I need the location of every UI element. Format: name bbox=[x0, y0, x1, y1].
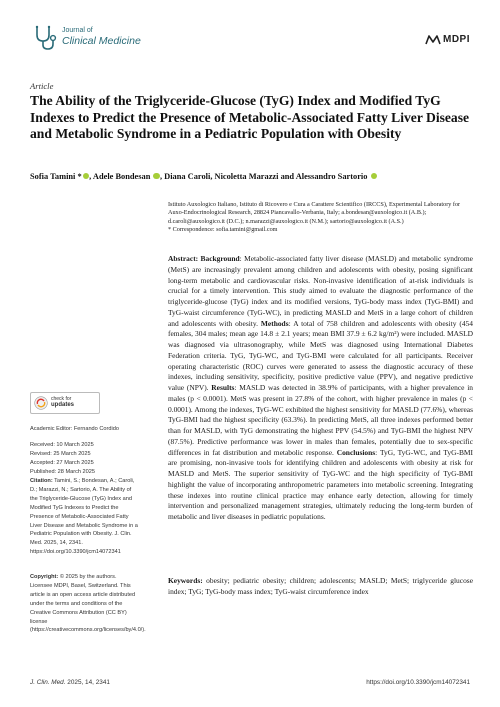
footer-doi-link[interactable]: https://doi.org/10.3390/jcm14072341 bbox=[366, 679, 470, 686]
keywords bbox=[168, 576, 473, 598]
footer-citation: J. Clin. Med. 2025, 14, 2341 bbox=[30, 679, 110, 686]
journal-title: Clinical Medicine bbox=[62, 35, 141, 48]
stethoscope-logo-icon bbox=[30, 24, 58, 52]
orcid-icon[interactable] bbox=[371, 173, 378, 180]
copyright-label: Copyright: bbox=[30, 574, 59, 580]
citation-block bbox=[30, 477, 140, 557]
abstract-methods-label: Methods bbox=[260, 318, 289, 328]
copyright-text: © 2025 by the authors. Licensee MDPI, Basel, Switzerland. This article is an open access article distributed under the terms and conditions of the Creative Commons Attribution (CC BY) license (https://creativecommons.org/licenses/by/4.0/). bbox=[30, 574, 146, 634]
abstract-background-label: Abstract: Background bbox=[168, 254, 240, 263]
journal-name[interactable] bbox=[62, 27, 141, 47]
page-footer bbox=[30, 679, 470, 686]
correspondence-text: * Correspondence: sofia.tamini@gmail.com bbox=[168, 226, 278, 234]
publisher-name: MDPI bbox=[443, 34, 470, 45]
author-name[interactable]: Sofia Tamini bbox=[30, 172, 76, 181]
check-for-updates-button[interactable] bbox=[30, 392, 100, 414]
journal-prefix: Journal of bbox=[62, 27, 93, 34]
citation-label: Citation: bbox=[30, 478, 53, 484]
date-received: Received: 10 March 2025 bbox=[30, 442, 94, 448]
abstract-background-text: : Metabolic-associated fatty liver disease (MASLD) and metabolic syndrome (MetS) are increasingly prevalent among children and adolescents with obesity, posing significant long-term metabolic and cardiovascular risks. Non-invasive identification of at-risk individuals is crucial for a timely intervention. This study aimed to evaluate the diagnostic performance of the triglyceride-glucose (TyG) index and its modified versions, TyG-body mass index (TyG-BMI) and TyG-waist circumference (TyG-WC), in predicting MASLD and MetS in a large cohort of children and adolescents with obesity. bbox=[168, 254, 473, 328]
academic-editor: Academic Editor: Fernando Cordido bbox=[30, 426, 119, 432]
copyright-block bbox=[30, 573, 146, 635]
keywords-label: Keywords: bbox=[168, 576, 203, 585]
article-title: The Ability of the Triglyceride-Glucose (TyG) Index and Modified TyG Indexes to Predict the Presence of Metabolic-Associated Fatty Liver Disease and Metabolic Syndrome in a Pediatric Population with Obesity bbox=[30, 93, 470, 141]
author-name[interactable]: Alessandro Sartorio bbox=[295, 172, 368, 181]
article-dates bbox=[30, 441, 140, 477]
date-published: Published: 28 March 2025 bbox=[30, 468, 95, 475]
keywords-text: obesity; pediatric obesity; children; adolescents; MASLD; MetS; triglyceride glucose index; TyG; TyG-body mass index; TyG-waist circumference index bbox=[168, 576, 473, 596]
article-type: Article bbox=[30, 81, 54, 91]
citation-text: Tamini, S.; Bondesan, A.; Caroli, D.; Marazzi, N.; Sartorio, A. The Ability of the Triglyceride-Glucose (TyG) Index and Modified TyG Indexes to Predict the Presence of Metabolic-Associated Fatty Liver Disease and Metabolic Syndrome in a Pediatric Population with Obesity. J. Clin. Med. 2025, 14, 2341. https://doi.org/10.3390/jcm14072341 bbox=[30, 478, 138, 556]
date-revised: Revised: 25 March 2025 bbox=[30, 450, 91, 457]
abstract-conclusions-label: Conclusions bbox=[336, 447, 376, 457]
affiliation-block bbox=[168, 201, 473, 235]
abstract-conclusions-text: : TyG, TyG-WC, and TyG-BMI are promising, non-invasive tools for identifying children and adolescents with obesity at risk for MASLD and MetS. The superior sensitivity of TyG-WC and the high specificity of TyG-BMI highlight the value of incorporating anthropometric parameters into metabolic screening. Integrating these indexes into routine clinical practice may enhance early detection, allowing for timely intervention and personalized management strategies, ultimately reducing the long-term burden of metabolic and liver diseases in pediatric populations. bbox=[168, 447, 474, 521]
publisher-logo[interactable] bbox=[425, 34, 470, 45]
refresh-icon bbox=[34, 396, 48, 410]
author-name[interactable]: Nicoletta Marazzi bbox=[214, 172, 279, 181]
date-accepted: Accepted: 27 March 2025 bbox=[30, 459, 94, 466]
author-name[interactable]: Diana Caroli bbox=[164, 172, 211, 181]
affiliation-text: Istituto Auxologico Italiano, Istituto di Ricovero e Cura a Carattere Scientifico (IRCCS), Experimental Laboratory for Auxo-Endocrinological Research, 28824 Piancavallo-Verbania, Italy; a.bondesan@auxologico.it (A.B.); d.caroli@auxologico.it (D.C.); n.marazzi@auxologico.it (N.M.); sartorio@auxologico.it (A.S.) bbox=[168, 201, 461, 225]
abstract bbox=[168, 254, 473, 523]
abstract-results-label: Results bbox=[211, 383, 235, 392]
abstract-results-text: : MASLD was detected in 38.9% of participants, with a higher prevalence in males (p < 0.0001). MetS was present in 27.8% of the cohort, with higher prevalence in males (p < 0.0001). Among the indexes, TyG-WC exhibited the highest sensitivity for MASLD (77.6%), whereas TyG-BMI had the highest specificity (63.3%). In predicting MetS, all three indexes performed better than for MASLD, with TyG demonstrating the highest PPV (54.5%) and TyG-BMI the highest NPV (87.5%). Predictive performance was lower in males than females, potentially due to sex-specific differences in fat distribution and metabolic response. bbox=[168, 383, 473, 457]
check-for-updates-label: check for updates bbox=[51, 396, 75, 408]
author-list: Sofia Tamini * , Adele Bondesan , Diana Caroli, Nicoletta Marazzi and Alessandro Sartorio bbox=[30, 171, 470, 182]
author-name[interactable]: Adele Bondesan bbox=[92, 172, 151, 181]
mdpi-logo-icon bbox=[425, 35, 441, 45]
abstract-methods-text: : A total of 758 children and adolescents with obesity (454 females, 304 males; mean age 14.8 ± 2.1 years; mean BMI 37.9 ± 6.2 kg/m²) were included. MASLD was diagnosed via ultrasonography, while MetS was diagnosed using International Diabetes Federation criteria. TyG, TyG-WC, and TyG-BMI were calculated for all participants. Receiver operating characteristic (ROC) curves were generated to assess the diagnostic accuracy of these indexes, including sensitivity, specificity, positive predictive value (PPV), and negative predictive value (NPV). bbox=[168, 318, 473, 392]
